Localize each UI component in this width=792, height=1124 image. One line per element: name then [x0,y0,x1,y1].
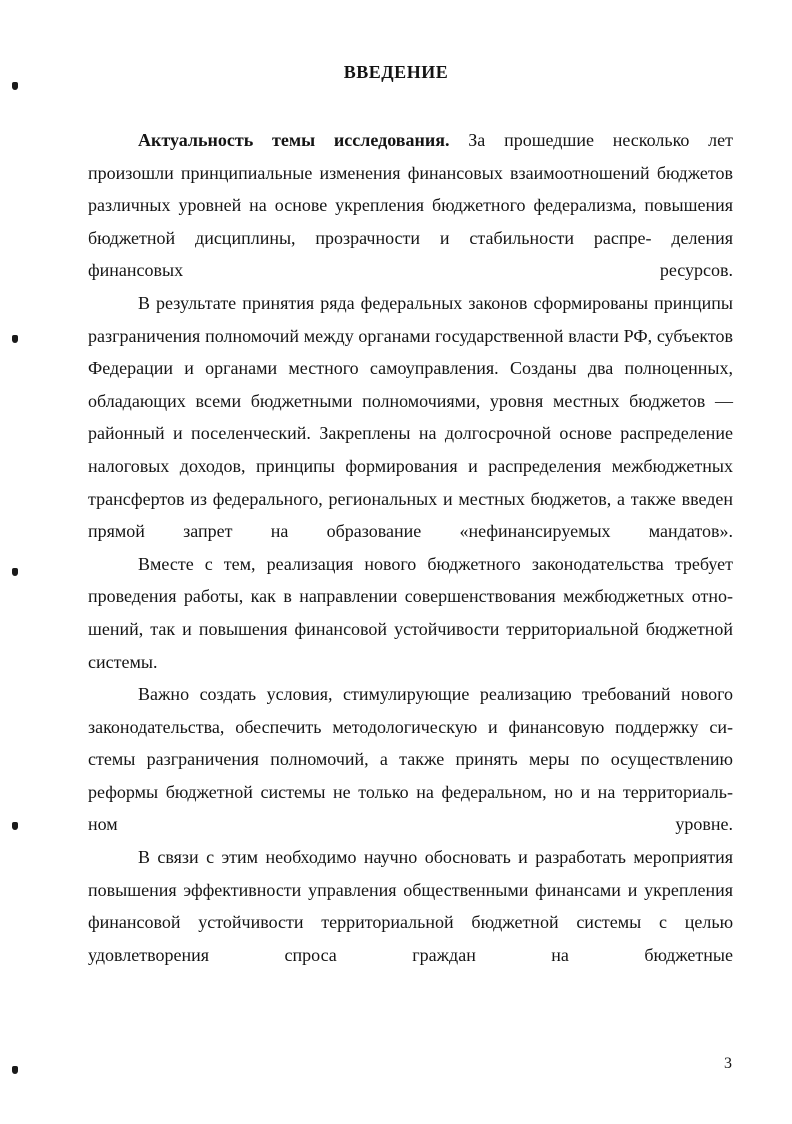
paragraph-line: региональных и местных бюджетов, а также введен прямой запрет на [88,488,734,542]
scan-mark [12,82,18,90]
paragraph-line: мероприятия повышения эффективности управления общественными [88,847,734,900]
paragraph-line: уровня местных бюджетов — районный и поселенческий. Закреплены на [88,390,733,444]
paragraph [88,287,733,548]
paragraph-line: формирования и распределения межбюджетных трансфертов из федерального, [88,455,734,509]
paragraph-line: реформы бюджетной системы не только на федеральном, но и на территориаль- [88,781,733,802]
page-number: 3 [724,1055,732,1072]
paragraph-line: В связи с этим необходимо научно обосновать и разработать [138,847,626,868]
paragraph-line: В результате принятия ряда федеральных законов сформированы [138,292,649,313]
page-title: ВВЕДЕНИЕ [343,62,449,82]
scan-mark [12,568,18,576]
scan-mark [12,1066,18,1074]
paragraph-line: власти РФ, субъектов Федерации и органами местного самоуправления. [88,325,733,379]
paragraph-line: долгосрочной основе распределение налоговых доходов, принципы [88,423,733,476]
paragraph-line: За прошедшие несколько лет [468,130,734,150]
paragraph-line: бюджетной системы с целью удовлетворения спроса граждан на бюджетные [88,912,734,965]
body-text [88,124,733,971]
paragraph-line: Вместе с тем, реализация нового бюджетного законодательства требует [138,553,733,574]
paragraph [88,841,733,971]
paragraph-line: произошли принципиальные изменения финансовых взаимоотношений [88,162,650,183]
paragraph-line: ном уровне. [88,814,733,835]
paragraph-line: проведения работы, как в направлении совершенствования межбюджетных отно- [88,586,733,607]
paragraph-line: финансами и укрепления финансовой устойчивости территориальной [88,879,733,933]
paragraph-line: стемы разграничения полномочий, а также принять меры по осуществлению [88,749,733,770]
paragraph-line: образование «нефинансируемых мандатов». [326,521,733,542]
paragraph-line: бюджетов различных уровней на основе укрепления бюджетного федерализма, [88,162,734,216]
scan-mark [12,822,18,830]
paragraph-line: бюджетной системы. [88,618,734,672]
paragraph-lead: Актуальность темы исследования. [138,130,450,150]
paragraph [88,678,733,841]
paragraph-line: повышения бюджетной дисциплины, прозрачности и стабильности распре- [88,195,733,248]
paragraph-line: Важно создать условия, стимулирующие реализацию требований нового [138,684,733,705]
paragraph-line: законодательства, обеспечить методологическую и финансовую поддержку си- [88,716,733,737]
paragraph [88,124,733,287]
paragraph-line: принципы разграничения полномочий между органами государственной [88,292,733,346]
paragraph-line: деления финансовых ресурсов. [88,227,733,281]
scan-mark [12,335,18,343]
paragraph-line: шений, так и повышения финансовой устойчивости территориальной [88,618,639,639]
paragraph [88,548,733,678]
paragraph-line: Созданы два полноценных, обладающих всеми бюджетными полномочиями, [88,358,733,411]
